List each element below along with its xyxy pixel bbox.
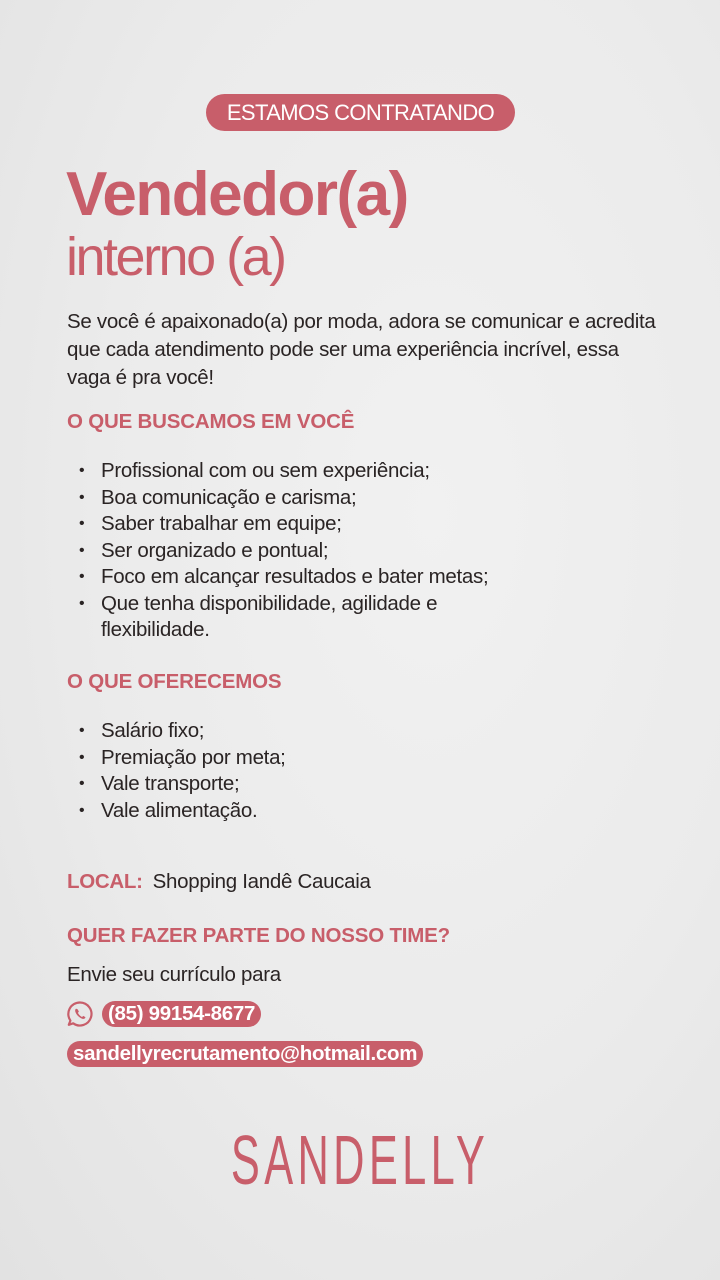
benefits-heading: O QUE OFERECEMOS bbox=[67, 670, 282, 693]
location-row bbox=[67, 870, 371, 894]
list-item: • Profissional com ou sem experiência; bbox=[76, 458, 636, 485]
location-value: Shopping Iandê Caucaia bbox=[152, 870, 371, 893]
job-title: Vendedor(a) bbox=[66, 160, 408, 229]
requirements-list bbox=[76, 458, 636, 644]
brand-wordmark bbox=[200, 1118, 520, 1192]
list-item: • Que tenha disponibilidade, agilidade e flexibilidade. bbox=[76, 591, 531, 644]
brand-logo bbox=[200, 1118, 520, 1197]
list-item: • Ser organizado e pontual; bbox=[76, 538, 636, 565]
job-subtitle: interno (a) bbox=[66, 227, 285, 287]
whatsapp-icon bbox=[66, 1000, 94, 1028]
list-item: • Vale alimentação. bbox=[76, 798, 636, 825]
phone-number[interactable]: (85) 99154-8677 bbox=[102, 1001, 261, 1027]
list-item: • Vale transporte; bbox=[76, 771, 636, 798]
location-label: LOCAL: bbox=[67, 870, 143, 893]
contact-heading: QUER FAZER PARTE DO NOSSO TIME? bbox=[67, 924, 450, 947]
phone-row bbox=[66, 1000, 261, 1028]
list-item: • Salário fixo; bbox=[76, 718, 636, 745]
contact-instruction: Envie seu currículo para bbox=[67, 963, 281, 986]
list-item: • Foco em alcançar resultados e bater metas; bbox=[76, 564, 636, 591]
list-item: • Saber trabalhar em equipe; bbox=[76, 511, 636, 538]
requirements-heading: O QUE BUSCAMOS EM VOCÊ bbox=[67, 410, 355, 433]
brand-text: SANDELLY bbox=[230, 1121, 490, 1192]
list-item: • Boa comunicação e carisma; bbox=[76, 485, 636, 512]
intro-text: Se você é apaixonado(a) por moda, adora se comunicar e acredita que cada atendimento pode ser uma experiência incrível, essa vaga é pra você! bbox=[67, 310, 656, 389]
list-item: • Premiação por meta; bbox=[76, 745, 636, 772]
email-address[interactable]: sandellyrecrutamento@hotmail.com bbox=[67, 1041, 423, 1067]
hiring-badge: ESTAMOS CONTRATANDO bbox=[206, 94, 515, 131]
benefits-list bbox=[76, 718, 636, 824]
